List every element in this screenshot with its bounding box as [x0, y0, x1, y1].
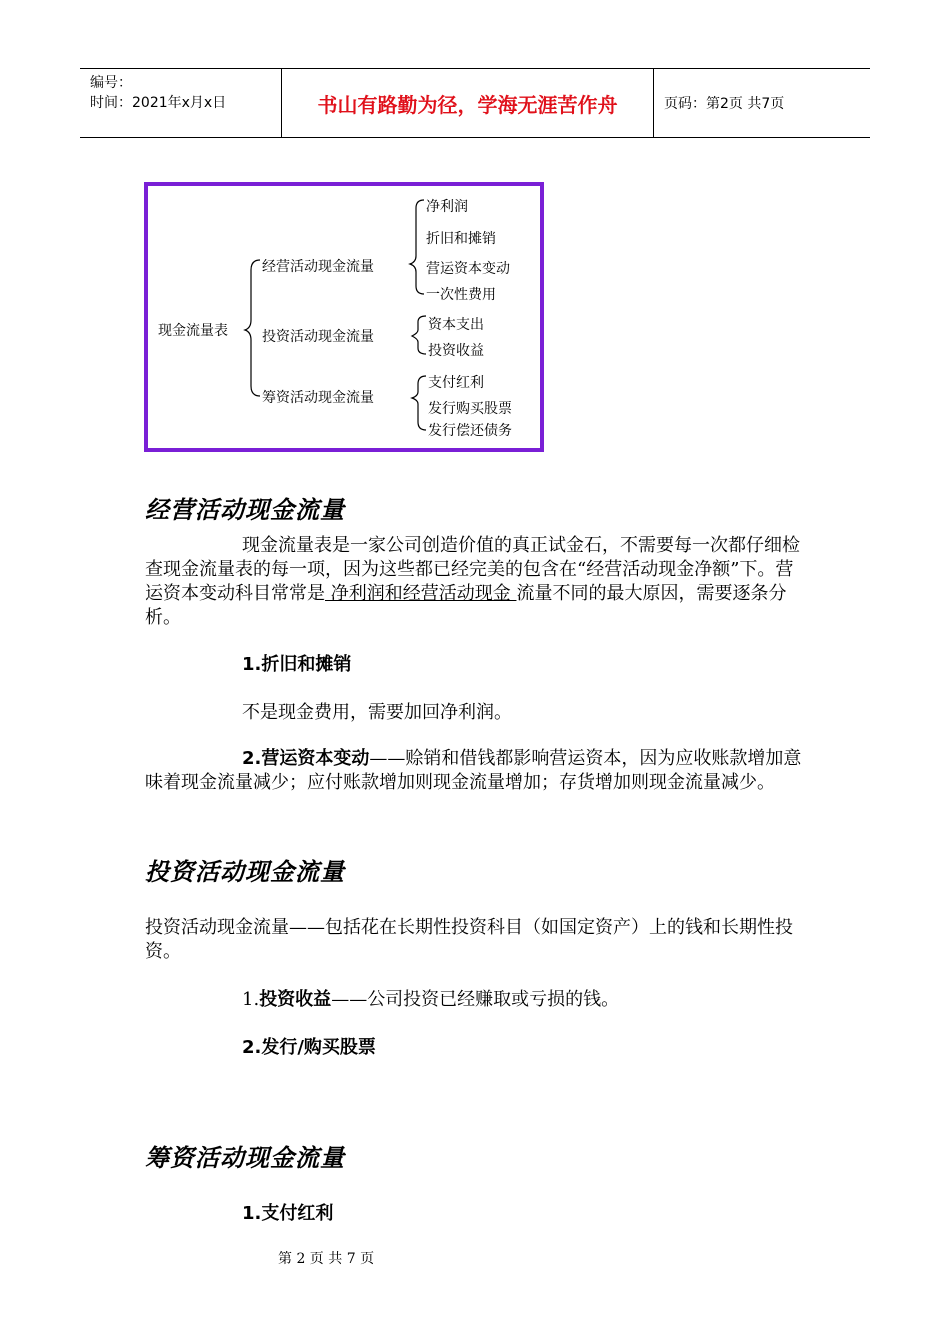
underlined-term: 净利润和经营活动现金	[325, 583, 517, 604]
diagram-item: 资本支出	[428, 317, 484, 333]
item-depreciation-desc: 不是现金费用，需要加回净利润。	[242, 702, 512, 723]
item-investment-income	[242, 988, 619, 1012]
item-issue-buy-stock: 2.发行/购买股票	[242, 1037, 376, 1058]
paragraph-text: 现金流量表是一家公司创造价值的真正试金石，不需要每一次都仔细检查现金流量表的每一项，因为这些都已经完美的包含在“经营活动现金净额”下。营运资本变动科目常常是	[145, 535, 800, 604]
header-table	[80, 68, 870, 138]
diagram-item: 发行购买股票	[428, 401, 512, 417]
diagram-item: 一次性费用	[426, 287, 496, 303]
diagram-item: 投资收益	[428, 343, 484, 359]
diagram-item: 折旧和摊销	[426, 231, 496, 247]
diagram-item: 净利润	[426, 199, 468, 215]
number-label: 编号：	[90, 75, 132, 91]
diagram-root: 现金流量表	[158, 323, 228, 339]
diagram-item: 支付红利	[428, 375, 484, 391]
page-footer: 第 2 页 共 7 页	[278, 1251, 375, 1267]
item-desc: ——公司投资已经赚取或亏损的钱。	[331, 989, 620, 1010]
paragraph-working-capital	[145, 747, 807, 795]
header-left-cell	[80, 69, 282, 137]
item-dividends: 1.支付红利	[242, 1203, 334, 1224]
item-title: 投资收益	[259, 989, 332, 1010]
paragraph-text: ——赊销和借钱都影响营运资本，因为应收账款增加意味着现金流量减少；应付账款增加则现金流量增加；存货增加则现金流量减少。	[145, 748, 802, 793]
item-title: 2.营运资本变动	[242, 748, 370, 769]
section-title-investing: 投资活动现金流量	[145, 857, 345, 886]
item-depreciation: 1.折旧和摊销	[242, 654, 352, 675]
diagram-branch-financing: 筹资活动现金流量	[262, 390, 374, 406]
item-number: 1.	[242, 989, 260, 1010]
diagram-branch-operating: 经营活动现金流量	[262, 259, 374, 275]
diagram-item: 发行偿还债务	[428, 423, 512, 439]
diagram-item: 营运资本变动	[426, 261, 510, 277]
cash-flow-diagram	[144, 182, 544, 452]
diagram-branch-investing: 投资活动现金流量	[262, 329, 374, 345]
paragraph-text: 流量不同的最大原因，需要逐条分析。	[145, 583, 787, 628]
section-title-operating: 经营活动现金流量	[145, 495, 345, 524]
header-motto: 书山有路勤为径，学海无涯苦作舟	[282, 69, 654, 137]
paragraph-operating	[145, 534, 807, 630]
paragraph-investing: 投资活动现金流量——包括花在长期性投资科目（如国定资产）上的钱和长期性投资。	[145, 917, 793, 962]
section-title-financing: 筹资活动现金流量	[145, 1143, 345, 1172]
header-page-info: 页码：第2页 共7页	[664, 96, 785, 112]
time-label: 时间：2021年x月x日	[90, 95, 227, 111]
